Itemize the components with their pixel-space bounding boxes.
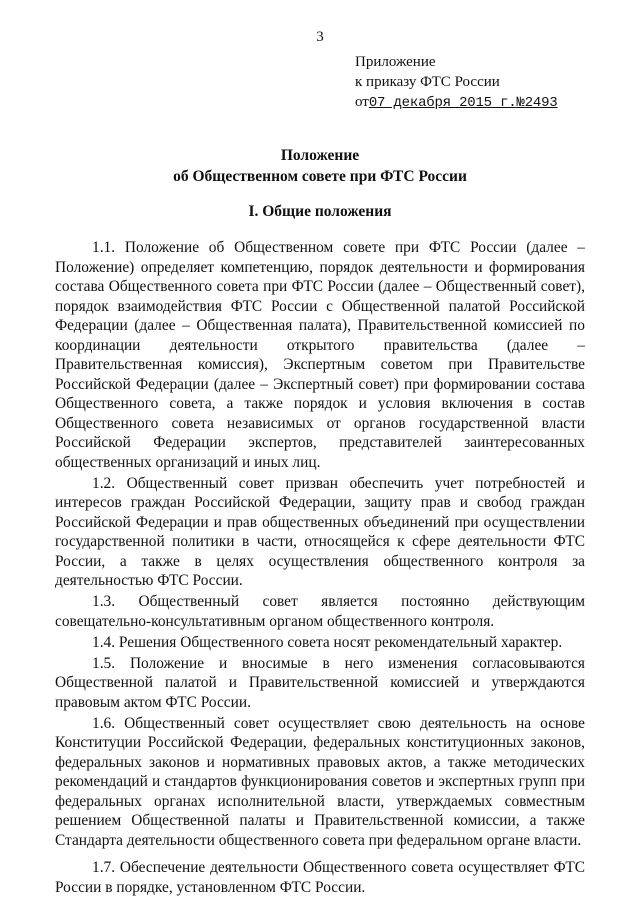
paragraph-1-4: 1.4. Решения Общественного совета носят рекомендательный характер. (92, 633, 563, 651)
page-number: 3 (316, 29, 324, 45)
date-prefix: от (355, 94, 369, 110)
appendix-order-ref: к приказу ФТС России (355, 74, 500, 90)
document-body (55, 238, 585, 899)
paragraph-1-2: 1.2. Общественный совет призван обеспечить учет потребностей и интересов граждан Российской Федерации, защиту прав и свобод граждан Российской Федерации и прав общественных объединений при осуществлении государственной политики в части, относящейся к сфере деятельности ФТС России, а также в целях осуществления общественного контроля за деятельностью ФТС России. (55, 474, 585, 589)
appendix-date-line (355, 92, 558, 113)
paragraph-1-7: 1.7. Обеспечение деятельности Общественного совета осуществляет ФТС России в порядке, установленном ФТС России. (55, 859, 585, 896)
paragraph-1-5: 1.5. Положение и вносимые в него изменения согласовываются Общественной палатой и Правительственной комиссией и утверждаются правовым актом ФТС России. (55, 654, 585, 711)
paragraph-1-6: 1.6. Общественный совет осуществляет свою деятельность на основе Конституции Российской Федерации, федеральных конституционных законов, федеральных законов и нормативных правовых актов, а также методических рекомендаций и стандартов функционирования советов и экспертных групп при федеральных органах исполнительной власти, утверждаемых совместным решением Общественной палаты и Правительственной комиссии, а также Стандарта деятельности общественного совета при федеральном органе власти. (55, 714, 585, 849)
paragraph-1-1: 1.1. Положение об Общественном совете при ФТС России (далее – Положение) определяет компетенцию, порядок деятельности и формирования состава Общественного совета при ФТС России (далее – Общественный совет), порядок взаимодействия ФТС России с Общественной палатой Российской Федерации (далее – Общественная палата), Правительственной комиссией по координации деятельности открытого правительства (далее – Правительственная комиссия), Экспертным советом при Правительстве Российской Федерации (далее – Экспертный совет) при формировании состава Общественного совета, а также порядок и условия включения в состав Общественного совета независимых от органов государственной власти Российской Федерации экспертов, представителей заинтересованных общественных организаций и иных лиц. (55, 239, 585, 471)
appendix-label: Приложение (355, 54, 436, 70)
title-line-1: Положение (280, 147, 360, 164)
paragraph-1-3: 1.3. Общественный совет является постоянно действующим совещательно-консультативным органом общественного контроля. (55, 593, 585, 630)
order-number: 2493 (524, 95, 558, 111)
section-heading: I. Общие положения (248, 203, 392, 220)
number-prefix: № (516, 95, 525, 111)
title-line-2: об Общественном совете при ФТС России (173, 168, 467, 185)
appendix-block (355, 52, 558, 113)
order-date: 07 декабря 2015 г. (368, 95, 517, 111)
document-title (0, 145, 640, 187)
